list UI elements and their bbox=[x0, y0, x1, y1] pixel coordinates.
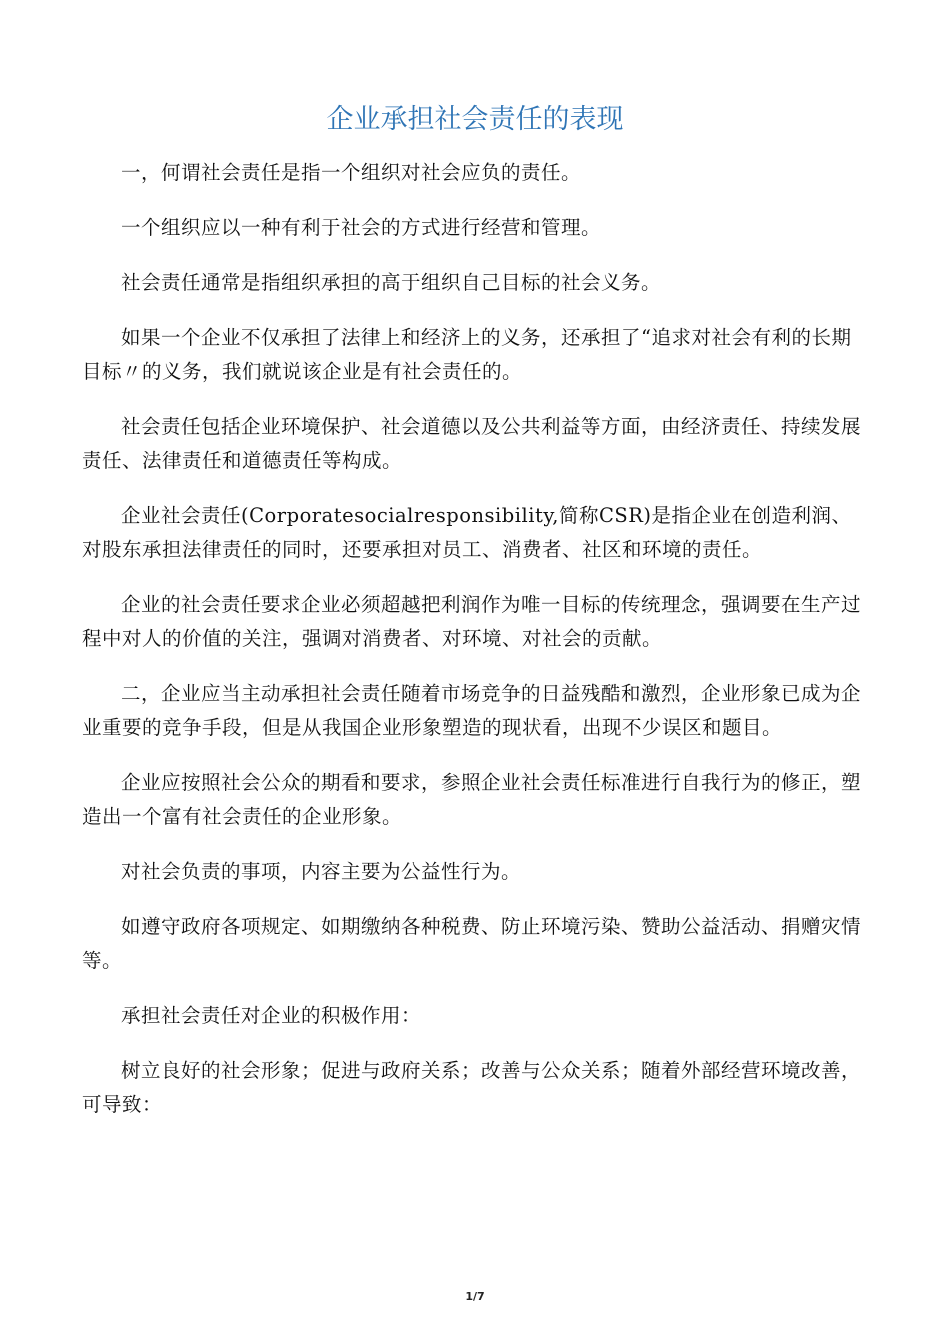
paragraph-10: 对社会负责的事项，内容主要为公益性行为。 bbox=[121, 860, 522, 883]
document-body bbox=[82, 156, 862, 1143]
paragraph-11: 如遵守政府各项规定、如期缴纳各种税费、防止环境污染、赞助公益活动、捐赠灾情等。 bbox=[82, 915, 862, 972]
paragraph-2: 一个组织应以一种有利于社会的方式进行经营和管理。 bbox=[121, 216, 602, 239]
document-title: 企业承担社会责任的表现 bbox=[326, 104, 624, 135]
paragraph-1: 一，何谓社会责任是指一个组织对社会应负的责任。 bbox=[121, 161, 582, 184]
paragraph-4: 如果一个企业不仅承担了法律上和经济上的义务，还承担了“追求对社会有利的长期目标〃的义务，我们就说该企业是有社会责任的。 bbox=[82, 326, 852, 383]
paragraph-7: 企业的社会责任要求企业必须超越把利润作为唯一目标的传统理念，强调要在生产过程中对人的价值的关注，强调对消费者、对环境、对社会的贡献。 bbox=[82, 593, 862, 650]
page-number: 1/7 bbox=[465, 1290, 485, 1303]
paragraph-13: 树立良好的社会形象；促进与政府关系；改善与公众关系；随着外部经营环境改善，可导致： bbox=[82, 1059, 862, 1116]
paragraph-5: 社会责任包括企业环境保护、社会道德以及公共利益等方面，由经济责任、持续发展责任、法律责任和道德责任等构成。 bbox=[82, 415, 862, 472]
paragraph-6: 企业社会责任(Corporatesocialresponsibility,简称CSR)是指企业在创造利润、对股东承担法律责任的同时，还要承担对员工、消费者、社区和环境的责任。 bbox=[82, 504, 852, 561]
paragraph-8: 二，企业应当主动承担社会责任随着市场竞争的日益残酷和激烈，企业形象已成为企业重要的竞争手段，但是从我国企业形象塑造的现状看，出现不少误区和题目。 bbox=[82, 682, 862, 739]
paragraph-12: 承担社会责任对企业的积极作用： bbox=[121, 1004, 422, 1027]
paragraph-9: 企业应按照社会公众的期看和要求，参照企业社会责任标准进行自我行为的修正，塑造出一个富有社会责任的企业形象。 bbox=[82, 771, 862, 828]
paragraph-3: 社会责任通常是指组织承担的高于组织自己目标的社会义务。 bbox=[121, 271, 662, 294]
